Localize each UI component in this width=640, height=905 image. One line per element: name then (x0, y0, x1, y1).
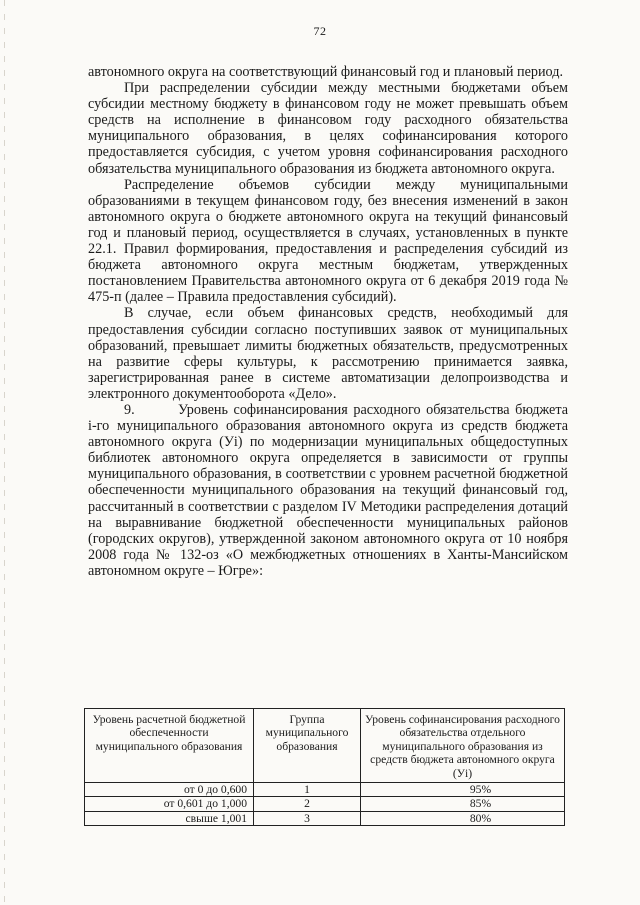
cell-group: 3 (254, 811, 361, 825)
paragraph-limits-exceeded: В случае, если объем финансовых средств, необходимый для предоставления субсидии согласно поступивших заявок от муниципальных образований, превышает лимиты бюджетных обязательств, предусмотренных на развитие сферы культуры, к рассмотрению принимается заявка, зарегистрированная ранее в системе автоматизации делопроизводства и электронного документооборота «Дело». (88, 305, 568, 402)
cell-group: 1 (254, 783, 361, 797)
paragraph-subsidy-distribution: При распределении субсидии между местными бюджетами объем субсидии местному бюджету в финансовом году не может превышать объем средств на исполнение в финансовом году расходного обязательства муниципального образования, в целях софинансирования которого предоставляется субсидия, с учетом уровня софинансирования расходного обязательства муниципального образования из бюджета автономного округа. (88, 80, 568, 177)
cell-range: от 0 до 0,600 (85, 783, 254, 797)
table-row (85, 811, 565, 825)
header-cofinancing-level: Уровень софинансирования расходного обязательства отдельного муниципального образования из средств бюджета автономного округа (Уi) (361, 709, 565, 783)
cell-range: свыше 1,001 (85, 811, 254, 825)
document-body (88, 64, 568, 579)
table-row (85, 797, 565, 811)
cell-range: от 0,601 до 1,000 (85, 797, 254, 811)
paragraph-continuation: автономного округа на соответствующий финансовый год и плановый период. (88, 64, 564, 80)
item-9-text: Уровень софинансирования расходного обязательства бюджета i-го муниципального образования автономного округа из средств бюджета автономного округа (Уi) по модернизации муниципальных общедоступных библиотек автономного округа определяется в зависимости от группы муниципального образования, в соответствии с уровнем расчетной бюджетной обеспеченности муниципального образования на текущий финансовый год, рассчитанный в соответствии с разделом IV Методики распределения дотаций на выравнивание бюджетной обеспеченности муниципальных районов (городских округов), утвержденной законом автономного округа от 10 ноября 2008 года № 132-оз «О межбюджетных отношениях в Ханты-Мансийском автономном округе – Югре»: (88, 401, 568, 579)
paragraph-subsidy-reallocation: Распределение объемов субсидии между муниципальными образованиями в текущем финансовом году, без внесения изменений в закон автономного округа о бюджете автономного округа на текущий финансовый год и плановый период, осуществляется в случаях, установленных в пункте 22.1. Правил формирования, предоставления и распределения субсидий из бюджета автономного округа местным бюджетам, утвержденных постановлением Правительства автономного округа от 6 декабря 2019 года № 475-п (далее – Правила предоставления субсидий). (88, 176, 568, 306)
cell-group: 2 (254, 797, 361, 811)
page-number: 72 (313, 24, 327, 38)
table-header-row (85, 709, 565, 783)
scan-edge (4, 0, 5, 905)
item-number: 9. (124, 401, 135, 418)
cell-level: 85% (361, 797, 565, 811)
paragraph-item-9 (88, 402, 568, 579)
cofinancing-table (84, 708, 565, 826)
table-row (85, 783, 565, 797)
header-municipality-group: Группа муниципального образования (254, 709, 361, 783)
cell-level: 80% (361, 811, 565, 825)
header-budget-provision: Уровень расчетной бюджетной обеспеченности муниципального образования (85, 709, 254, 783)
cell-level: 95% (361, 783, 565, 797)
